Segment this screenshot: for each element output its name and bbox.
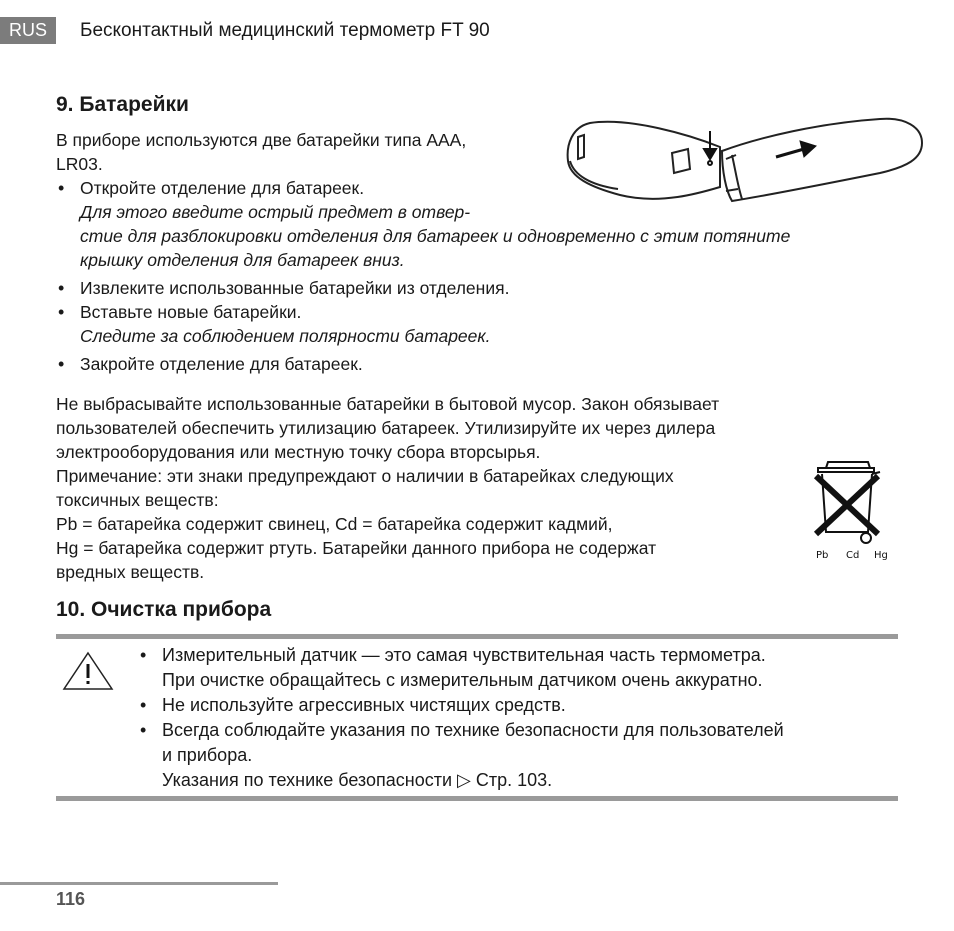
list-item [56,300,916,348]
section-rule-top [56,634,898,639]
list-item [140,693,900,718]
step-close-compartment: Закройте отделение для батареек. [80,354,363,374]
step-open-note-line-3: крышку отделения для батареек вниз. [80,250,405,270]
symbol-label-cd: Cd [846,550,860,561]
care-safety-line-2: и прибора. [162,745,253,765]
crossed-out-wheelie-bin-icon [812,458,894,564]
step-remove-batteries: Извлеките использованные батарейки из отделения. [80,278,510,298]
care-safety-line-1: Всегда соблюдайте указания по технике безопасности для пользователей [162,720,784,740]
cleaning-instructions-list [140,643,900,793]
care-no-aggressive-cleaners: Не используйте агрессивных чистящих средств. [162,695,566,715]
battery-intro-line-2: LR03. [56,154,103,174]
footer-divider [0,882,278,885]
battery-intro [56,128,466,176]
list-item [140,718,900,793]
disposal-line-1: Не выбрасывайте использованные батарейки в бытовой мусор. Закон обязывает [56,394,720,414]
symbol-label-hg: Hg [874,550,888,561]
disposal-line-4: Примечание: эти знаки предупреждают о наличии в батарейках следующих [56,466,674,486]
step-open-note-line-1: Для этого введите острый предмет в отвер- [80,202,471,222]
warning-triangle-icon [62,651,114,691]
step-insert-batteries: Вставьте новые батарейки. [80,302,302,322]
thermometer-battery-cover-illustration [560,115,930,215]
list-item [140,643,900,693]
disposal-paragraph [56,392,896,584]
battery-intro-line-1: В приборе используются две батарейки типа AAA, [56,130,467,150]
list-item [56,352,916,376]
section-10-heading: 10. Очистка прибора [56,598,272,621]
page-number: 116 [56,889,86,909]
disposal-line-3: электрооборудования или местную точку сбора вторсырья. [56,442,541,462]
symbol-label-pb: Pb [816,550,829,561]
list-item [56,276,916,300]
step-open-note-line-2: стие для разблокировки отделения для батареек и одновременно с этим потяните [80,226,791,246]
care-sensor-line-2: При очистке обращайтесь с измерительным датчиком очень аккуратно. [162,670,763,690]
language-badge: RUS [0,17,56,44]
care-safety-reference-link[interactable]: Указания по технике безопасности ▷ Стр. 103. [162,770,553,790]
disposal-line-2: пользователей обеспечить утилизацию батареек. Утилизируйте их через дилера [56,418,716,438]
disposal-line-6: Pb = батарейка содержит свинец, Cd = батарейка содержит кадмий, [56,514,613,534]
document-title: Бесконтактный медицинский термометр FT 90 [80,20,490,41]
step-open-compartment: Откройте отделение для батареек. [80,178,365,198]
section-9-heading: 9. Батарейки [56,93,189,116]
care-sensor-line-1: Измерительный датчик — это самая чувствительная часть термометра. [162,645,766,665]
step-polarity-note: Следите за соблюдением полярности батареек. [80,326,491,346]
disposal-line-7: Hg = батарейка содержит ртуть. Батарейки данного прибора не содержат [56,538,657,558]
disposal-line-5: токсичных веществ: [56,490,219,510]
disposal-line-8: вредных веществ. [56,562,205,582]
section-rule-bottom [56,796,898,801]
